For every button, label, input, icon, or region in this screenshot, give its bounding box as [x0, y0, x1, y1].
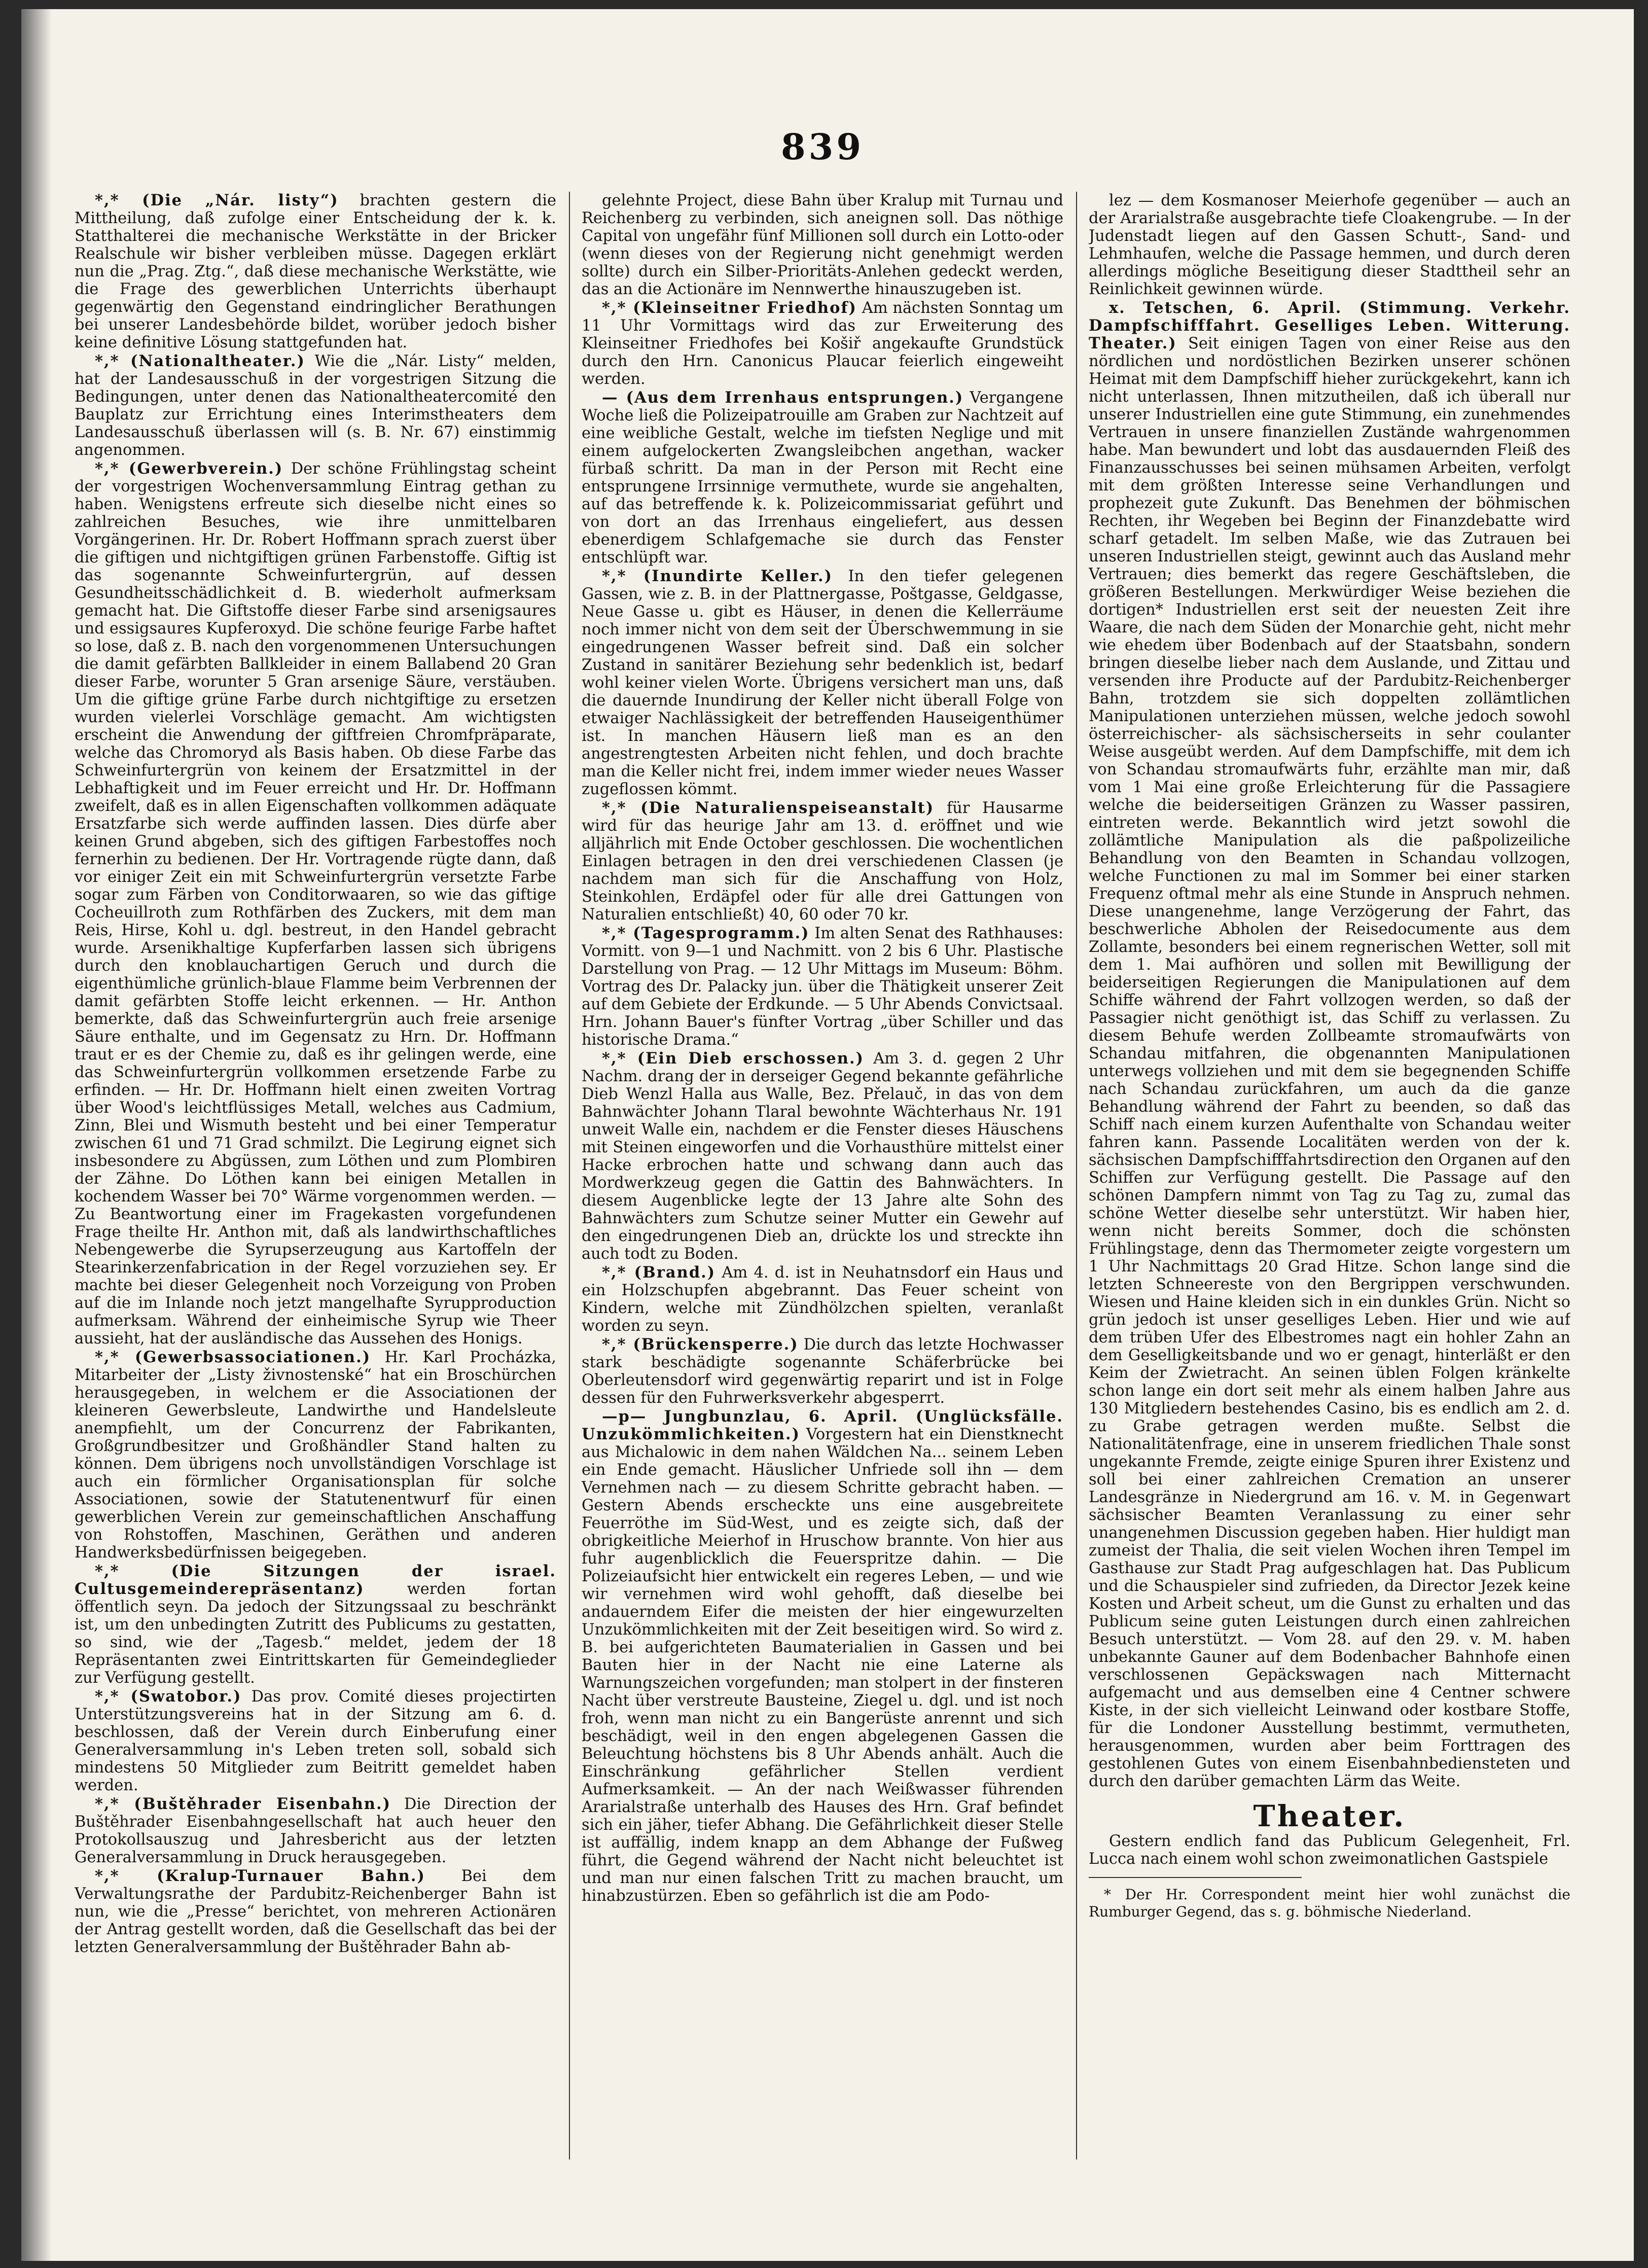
article: [582, 568, 1063, 798]
article-heading: *,* (Brand.): [602, 1263, 716, 1282]
article: [75, 1795, 556, 1866]
article-body: Hr. Karl Procházka, Mitarbeiter der „Listy živnostenské“ hat ein Broschürchen herausgegeben, in welchem er die Associationen der kleineren Gewerbsleute, Landwirthe und Handelsleute anempfiehlt, um der Concurrenz der Fabrikanten, Großgrundbesitzer und Großhändler Stand halten zu können. Dem übrigens noch unvollständigen Vorschlage ist auch ein förmlicher Organisationsplan für solche Associationen, sowie der Statutenentwurf für einen gewerblichen Verein zur gemeinschaftlichen Anschaffung von Rohstoffen, Maschinen, Geräthen und anderen Handwerksbedürfnissen beigegeben.: [75, 1349, 556, 1562]
section-body-theater: Gestern endlich fand das Publicum Gelegenheit, Frl. Lucca nach einem wohl schon zweimonatlichen Gastspiele: [1089, 1832, 1570, 1868]
article-heading: *,* (Buštěhrader Eisenbahn.): [95, 1795, 391, 1813]
article: [582, 1050, 1063, 1263]
article-heading: *,* (Gewerbverein.): [95, 459, 283, 478]
article: [582, 1336, 1063, 1407]
column-divider: [1076, 192, 1077, 2159]
article: [1089, 299, 1570, 1790]
article: [75, 1349, 556, 1562]
article-body: Bei dem Verwaltungsrathe der Pardubitz-Reichenberger Bahn ist nun, wie die „Presse“ berichtet, von mehreren Actionären der Antrag gestellt worden, daß die Gesellschaft das bei der letzten Generalversammlung der Buštěhrader Bahn ab-: [75, 1867, 556, 1956]
article-body: Der schöne Frühlingstag scheint der vorgestrigen Wochenversammlung Eintrag gethan zu haben. Wenigstens erfreute sich dieselbe nicht eines so zahlreichen Besuches, wie ihre unmittelbaren Vorgängerinen. Hr. Dr. Robert Hoffmann sprach zuerst über die giftigen und nichtgiftigen grünen Farbenstoffe. Giftig ist das sogenannte Schweinfurtergrün, auf dessen Gesundheitsschädlichkeit d. B. wiederholt aufmerksam gemacht hat. Die Giftstoffe dieser Farbe sind arsenigsaures und essigsaures Kupferoxyd. Die schöne feurige Farbe haftet so lose, daß z. B. nach den vorgenommenen Untersuchungen die damit gefärbten Ballkleider in einem Ballabend 20 Gran dieser Farbe, worunter 5 Gran arsenige Säure, verstäuben. Um die giftige grüne Farbe durch nichtgiftige zu ersetzen wurden vielerlei Vorschläge gemacht. Am wichtigsten erscheint die Anwendung der giftfreien Chromfpräparate, welche das Chromoryd als Basis haben. Ob diese Farbe das Schweinfurtergrün von keinem der Ersatzmittel in der Lebhaftigkeit und im Feuer erreicht und Hr. Dr. Hoffmann zweifelt, daß es in allen Eigenschaften vollkommen adäquate Ersatzfarbe sich werde auffinden lassen. Dies dürfe aber keinen Grund abgeben, sich des giftigen Farbestoffes noch fernerhin zu bedienen. Der Hr. Vortragende rügte dann, daß vor einiger Zeit ein mit Schweinfurtergrün versetzte Farbe sogar zum Färben von Conditorwaaren, so wie das giftige Cocheuillroth zum Rothfärben des Zuckers, mit dem man Reis, Hirse, Kohl u. dgl. bestreut, in den Handel gebracht wurde. Arsenikhaltige Kupferfarben lassen sich übrigens durch den knoblauchartigen Geruch und durch die eigenthümliche grünlich-blaue Flamme beim Verbrennen der damit gefärbten Stoffe leicht erkennen. — Hr. Anthon bemerkte, daß das Schweinfurtergrün auch freie arsenige Säure enthalte, und im Gegensatz zu Hrn. Dr. Hoffmann traut er es der Chemie zu, daß es ihr gelingen werde, eine das Schweinfurtergrün vollkommen ersetzende Farbe zu erfinden. — Hr. Dr. Hoffmann hielt einen zweiten Vortrag über Wood's leichtflüssiges Metall, welches aus Cadmium, Zinn, Blei und Wismuth besteht und bei einer Temperatur zwischen 61 und 71 Grad schmilzt. Die Legirung eignet sich insbesondere zu Abgüssen, zum Löthen und zum Plombiren der Zähne. Do Löthen kann bei einigen Metallen in kochendem Wasser bei 70° Wärme vorgenommen werden. — Zu Beantwortung einer im Fragekasten vorgefundenen Frage theilte Hr. Anthon mit, daß als landwirthschaftliches Nebengewerbe die Syrupserzeugung aus Kartoffeln der Stearinkerzenfabrication in der Regel vorzuziehen sey. Er machte bei dieser Gelegenheit noch Vorzeigung von Proben auf die im Inlande noch jetzt mangelhafte Syrupproduction aufmerksam. Während der einheimische Syrup wie Theer aussieht, hat der ausländische das Aussehen des Honigs.: [75, 460, 556, 1348]
column-2: [582, 192, 1063, 2170]
article-body: für Hausarme wird für das heurige Jahr am 13. d. eröffnet und wie alljährlich mit Ende October geschlossen. Die wochentlichen Einlagen betragen in den drei verschiedenen Classen (je nachdem man sich für die Anschaffung von Holz, Steinkohlen, Erdäpfel oder für alle drei Gattungen von Naturalien entschließt) 40, 60 oder 70 kr.: [582, 799, 1063, 924]
article: [75, 192, 556, 351]
article-body: werden fortan öffentlich seyn. Da jedoch der Sitzungssaal zu beschränkt ist, um den unbedingten Zutritt des Publicums zu gestatten, so sind, wie der „Tagesb.“ meldet, jedem der 18 Repräsentanten zwei Eintrittskarten für Gemeindeglieder zur Verfügung gestellt.: [75, 1580, 556, 1687]
article-body: Im alten Senat des Rathhauses: Vormitt. von 9—1 und Nachmitt. von 2 bis 6 Uhr. Plastische Darstellung von Prag. — 12 Uhr Mittags im Museum: Böhm. Vortrag des Dr. Palacky jun. über die Thätigkeit unserer Zeit auf dem Gebiete der Erdkunde. — 5 Uhr Abends Convictsaal. Hrn. Johann Bauer's fünfter Vortrag „über Schiller und das historische Drama.“: [582, 925, 1063, 1049]
article-body: Am 4. d. ist in Neuhatnsdorf ein Haus und ein Holzschupfen abgebrannt. Das Feuer scheint von Kindern, welche mit Zündhölzchen spielten, veranlaßt worden zu seyn.: [582, 1264, 1063, 1335]
article-heading: — (Aus dem Irrenhaus entsprungen.): [602, 388, 964, 407]
article-heading: —p— Jungbunzlau, 6. April. (Unglücksfälle. Unzukömmlichkeiten.): [582, 1407, 1063, 1443]
article-heading: *,* (Swatobor.): [95, 1687, 242, 1706]
article-body: Vorgestern hat ein Dienstknecht aus Michalowic in dem nahen Wäldchen Na... seinem Leben ein Ende gemacht. Häuslicher Unfriede soll ihn — dem Vernehmen nach — zu diesem Schritte gebracht haben. — Gestern Abends erscheckte uns eine ausgebreitete Feuerröthe im Süd-West, und es zeigte sich, daß der obrigkeitliche Meierhof in Hruschow brannte. Von hier aus fuhr augenblicklich die Feuerspritze dahin. — Die Polizeiaufsicht hier entwickelt ein regeres Leben, — und wie wir vernehmen wird wohl gehofft, daß dieselbe bei andauerndem Eifer die meisten der hier eingewurzelten Unzukömmlichkeiten mit der Zeit beseitigen wird. So wird z. B. bei aufgerichteten Baumaterialien in Gassen und bei Bauten hier in der Nacht nie eine Laterne als Warnungszeichen vorgefunden; man stolpert in der finsteren Nacht über verstreute Bausteine, Ziegel u. dgl. und ist noch froh, wenn man nicht zu ein Bangerüste anrennt und sich beschädigt, weil in den engen abgelegenen Gassen die Beleuchtung höchstens bis 8 Uhr Abends anhält. Auch die Einschränkung gefährlicher Stellen verdient Aufmerksamkeit. — An der nach Weißwasser führenden Ararialstraße unterhalb des Hauses des Hrn. Graf befindet sich ein jäher, tiefer Abhang. Die Gefährlichkeit dieser Stelle ist auffällig, indem knapp an dem Abhange der Fußweg führt, die Gegend während der Nacht nicht beleuchtet ist und man nur einen falschen Tritt zu machen braucht, um hinabzustürzen. Eben so gefährlich ist die am Podo-: [582, 1426, 1063, 1905]
page-number: 839: [780, 126, 865, 168]
article-body: Das prov. Comité dieses projectirten Unterstützungsvereins hat in der Sitzung am 6. d. beschlossen, daß der Verein durch Einberufung einer Generalversammlung in's Leben treten soll, sobald sich mindestens 50 Mitglieder zum Beitritt gemeldet haben werden.: [75, 1688, 556, 1794]
article-body: Am 3. d. gegen 2 Uhr Nachm. drang der in derseiger Gegend bekannte gefährliche Dieb Wenzl Halla aus Walle, Bez. Přelauč, in das von dem Bahnwächter Johann Tlaral bewohnte Wächterhaus Nr. 191 unweit Walle ein, nachdem er die Fenster dieses Häuschens mit Steinen eingeworfen und die Vorhausthüre mittelst einer Hacke erbrochen hatte und schwang dann auch das Mordwerkzeug gegen die Gattin des Bahnwächters. In diesem Augenblicke legte der 13 Jahre alte Sohn des Bahnwächters zum Schutze seiner Mutter ein Gewehr auf den eingedrungenen Dieb an, drückte los und streckte ihn auch todt zu Boden.: [582, 1050, 1063, 1263]
article-body: lez — dem Kosmanoser Meierhofe gegenüber — auch an der Ararialstraße ausgebrachte tiefe Cloakengrube. — In der Judenstadt liegen auf den Gassen Schutt-, Sand- und Lehmhaufen, welche die Passage hemmen, und durch deren allerdings mögliche Beseitigung dieser Stadttheil sehr an Reinlichkeit gewinnen würde.: [1089, 192, 1570, 298]
section-title-theater: Theater.: [1253, 1799, 1406, 1833]
article-heading: *,* (Die Sitzungen der israel. Cultusgemeinderepräsentanz): [75, 1562, 556, 1598]
footnote-rule: [1089, 1877, 1302, 1878]
article: [1089, 192, 1570, 298]
article-heading: *,* (Kralup-Turnauer Bahn.): [95, 1867, 425, 1885]
article-body: Wie die „Nár. Listy“ melden, hat der Landesausschuß in der vorgestrigen Sitzung die Bedingungen, unter denen das Nationaltheatercomité den Bauplatz zur Errichtung eines Interimstheaters dem Landesausschuß überlassen will (s. B. Nr. 67) einstimmig angenommen.: [75, 352, 556, 459]
article-heading: *,* (Tagesprogramm.): [602, 924, 810, 942]
article-body: Vergangene Woche ließ die Polizeipatrouille am Graben zur Nachtzeit auf eine weibliche Gestalt, welche im tiefsten Neglige und mit einem aufgelockerten Zwangsleibchen angethan, wacker fürbaß schritt. Da man in der Person mit Recht eine entsprungene Irrsinnige vermuthete, wurde sie angehalten, auf das betreffende k. k. Polizeicommissariat geführt und von dort an das Irrenhaus eingeliefert, aus dessen ebenerdigem Schlafgemache sie durch das Fenster entschlüpft war.: [582, 389, 1063, 566]
article-heading: *,* (Inundirte Keller.): [602, 567, 833, 585]
article: [582, 925, 1063, 1049]
article-body: Am nächsten Sonntag um 11 Uhr Vormittags wird das zur Erweiterung des Kleinseitner Friedhofes bei Košiř angekaufte Grundstück durch den Hrn. Canonicus Plaucar feierlich eingeweiht werden.: [582, 299, 1063, 388]
article-body: In den tiefer gelegenen Gassen, wie z. B. in der Plattnergasse, Poštgasse, Geldgasse, Neue Gasse u. gibt es Häuser, in denen die Kellerräume noch immer nicht von dem seit der Überschwemmung in sie eingedrungenen Wasser befreit sind. Daß ein solcher Zustand in sanitärer Beziehung sehr bedenklich ist, bedarf wohl keiner vielen Worte. Übrigens versichert man uns, daß die dauernde Inundirung der Keller nicht überall Folge von etwaiger Nachlässigkeit der betreffenden Hauseigenthümer ist. In manchen Häusern ließ man es an den angestrengtesten Arbeiten nicht fehlen, und doch brachte man die Keller nicht frei, indem immer wieder neues Wasser zugeflossen kömmt.: [582, 568, 1063, 798]
article: [75, 1688, 556, 1794]
article: [582, 799, 1063, 924]
article-heading: *,* (Kleinseitner Friedhof): [602, 299, 857, 317]
article-heading: *,* (Die Naturalienspeiseanstalt): [602, 799, 935, 817]
article: [582, 299, 1063, 388]
article: [75, 352, 556, 459]
article: [582, 1264, 1063, 1335]
column-3-articles: [1089, 192, 1570, 1790]
article: [75, 1563, 556, 1687]
newspaper-page: [21, 9, 1634, 2261]
column-divider: [569, 192, 570, 2159]
article-heading: x. Tetschen, 6. April. (Stimmung. Verkehr. Dampfschifffahrt. Geselliges Leben. Witterung. Theater.): [1089, 299, 1570, 352]
article-body: Die durch das letzte Hochwasser stark beschädigte sogenannte Schäferbrücke bei Oberleutensdorf wird gegenwärtig reparirt und ist in Folge dessen für den Fuhrwerksverkehr abgesperrt.: [582, 1336, 1063, 1407]
article-heading: *,* (Nationaltheater.): [95, 352, 305, 370]
page-edge-shadow: [21, 9, 52, 2261]
article: [582, 389, 1063, 566]
article-body: Seit einigen Tagen von einer Reise aus den nördlichen und nordöstlichen Bezirken unserer schönen Heimat mit dem Dampfschiff hieher zurückgekehrt, kann ich nicht unterlassen, Ihnen mitzutheilen, daß ich überall nur unserer Industriellen eine gute Stimmung, ein zunehmendes Vertrauen in unsere finanziellen Zustände wahrgenommen habe. Man bewundert und lobt das ausdauernden Fleiß des Finanzausschusses bei seinen mühsamen Arbeiten, verfolgt mit dem größten Interesse seine Verhandlungen und prophezeit gute Zukunft. Das Benehmen der böhmischen Rechten, ihr Wegeben bei Beginn der Finanzdebatte wird scharf getadelt. Im selben Maße, wie das Zutrauen bei unseren Industriellen steigt, gewinnt auch das Ausland mehr Vertrauen; dies bemerkt das regere Geschäftsleben, die größeren Bestellungen. Merkwürdiger Weise beziehen die dortigen* Industriellen erst seit der neuesten Zeit ihre Waare, die nach dem Süden der Monarchie geht, nicht mehr wie ehedem über Bodenbach auf der Staatsbahn, sondern bringen dieselbe lieber nach dem Auslande, und Zittau und versenden ihre Producte auf der Pardubitz-Reichenberger Bahn, trotzdem sie sich doppelten zollämtlichen Manipulationen unterziehen müssen, welche jedoch sowohl österreichischer- als sächsischerseits in sehr coulanter Weise ausgeübt werden. Auf dem Dampfschiffe, mit dem ich von Schandau stromaufwärts fuhr, erzählte man mir, daß vom 1 Mai eine große Erleichterung für die Passagiere welche die beiderseitigen Gränzen zu Wasser passiren, eintreten werde. Bekanntlich wird jetzt sowohl die zollämtliche Manipulation als die paßpolizeiliche Behandlung von den Beamten in Schandau vollzogen, welche Functionen zu mal im Sommer bei einer starken Frequenz oftmal mehr als eine Stunde in Anspruch nehmen. Diese unangenehme, lange Verzögerung der Fahrt, das beschwerliche Abholen der Reisedocumente aus dem Zollamte, besonders bei einem regnerischen Wetter, soll mit dem 1. Mai aufhören und sollen mit Bewilligung der beiderseitigen Regierungen die Manipulationen auf dem Schiffe während der Fahrt vollzogen werden, so daß der Passagier nicht genöthigt ist, das Schiff zu verlassen. Zu diesem Behufe werden Zollbeamte stromaufwärts von Schandau mitfahren, die obgenannten Manipulationen unterwegs vollziehen und mit dem sie begegnenden Schiffe nach Schandau zurückfahren, um auch da die ganze Behandlung während der Fahrt zu beenden, so daß das Schiff nach einem kurzen Aufenthalte von Schandau weiter fahren kann. Passende Localitäten werden von der k. sächsischen Dampfschifffahrtsdirection den Organen auf den Schiffen zur Verfügung gestellt. Die Passage auf den schönen Dampfern nimmt von Tag zu Tag zu, zumal das schöne Wetter dieselbe sehr unterstützt. Wir haben hier, wenn nicht bereits Sommer, doch die schönsten Frühlingstage, denn das Thermometer zeigte vorgestern um 1 Uhr Nachmittags 20 Grad Hitze. Schon lange sind die letzten Schneereste von den Bergrippen verschwunden. Wiesen und Haine kleiden sich in ein dunkles Grün. Nicht so grün jedoch ist unser geselliges Leben. Hier und wie auf dem trüben Ufer des Elbestromes nagt ein hohler Zahn an dem Geselligkeitsbande und wo er genagt, hinterläßt er den Keim der Zwietracht. An seinen üblen Folgen kränkelte schon lange ein dort seit mehr als einem halben Jahre aus 130 Mitgliedern bestehendes Casino, bis es endlich am 2. d. zu Grabe getragen werden mußte. Selbst die Nationalitätenfrage, eine in unserem friedlichen Thale sonst ungekannte Fremde, zeigte einige Spuren ihrer Existenz und soll bei einer zahlreichen Cremation an unserer Landesgränze in Niedergrund am 16. v. M. in Gegenwart sächsischer Beamten Veranlassung zu einer sehr unangenehmen Discussion gegeben haben. Hier huldigt man zumeist der Thalia, die seit vielen Wochen ihren Tempel im Gasthause zur Stadt Prag aufgeschlagen hat. Das Publicum und die Schauspieler sind zufrieden, da Director Jezek keine Kosten und Arbeit scheut, um die Gunst zu erhalten und das Publicum seine guten Leistungen durch einen zahlreichen Besuch unterstützt. — Vom 28. auf den 29. v. M. haben unbekannte Gauner auf dem Bodenbacher Bahnhofe einen verschlossenen Gepäckswagen nach Mitternacht aufgemacht und aus demselben eine 4 Centner schwere Kiste, in der sich vielleicht Leinwand oder kostbare Stoffe, für die Londoner Ausstellung bestimmt, vermutheten, herausgenommen, wurden aber beim Forttragen des gestohlenen Gutes von einem Eisenbahnbediensteten und durch den darüber gemachten Lärm das Weite.: [1089, 335, 1570, 1790]
column-1: [75, 192, 556, 2170]
article-heading: *,* (Ein Dieb erschossen.): [602, 1049, 864, 1068]
article-heading: *,* (Brückensperre.): [602, 1335, 799, 1354]
article-heading: *,* (Die „Nár. listy“): [95, 192, 339, 209]
article-heading: *,* (Gewerbsassociationen.): [95, 1348, 371, 1366]
article: [582, 1408, 1063, 1905]
column-3: [1089, 192, 1570, 2170]
article: [75, 460, 556, 1348]
article: [582, 192, 1063, 298]
article-body: brachten gestern die Mittheilung, daß zufolge einer Entscheidung der k. k. Statthalterei die mechanische Werkstätte in der Bricker Realschule wir bisher verbleiben müsse. Dagegen erklärt nun die „Prag. Ztg.“, daß diese mechanische Werkstätte, wie die Frage des gewerblichen Unterrichts überhaupt gegenwärtig den Gegenstand eindringlicher Berathungen bei unserer Landesbehörde bildet, worüber jedoch bisher keine definitive Lösung stattgefunden hat.: [75, 192, 556, 351]
article-body: gelehnte Project, diese Bahn über Kralup mit Turnau und Reichenberg zu verbinden, sich aneignen soll. Das nöthige Capital von ungefähr fünf Millionen soll durch ein Lotto-oder (wenn dieses von der Regierung nicht genehmigt werden sollte) durch ein Silber-Prioritäts-Anlehen gedeckt werden, das an die Actionäre im Nennwerthe hinauszugeben ist.: [582, 192, 1063, 298]
footnote: * Der Hr. Correspondent meint hier wohl zunächst die Rumburger Gegend, das s. g. böhmische Niederland.: [1089, 1886, 1570, 1920]
article-body: Die Direction der Buštěhrader Eisenbahngesellschaft hat auch heuer den Protokollsauszug und Jahresbericht aus der letzten Generalversammlung in Druck herausgegeben.: [75, 1795, 556, 1866]
article: [75, 1867, 556, 1956]
